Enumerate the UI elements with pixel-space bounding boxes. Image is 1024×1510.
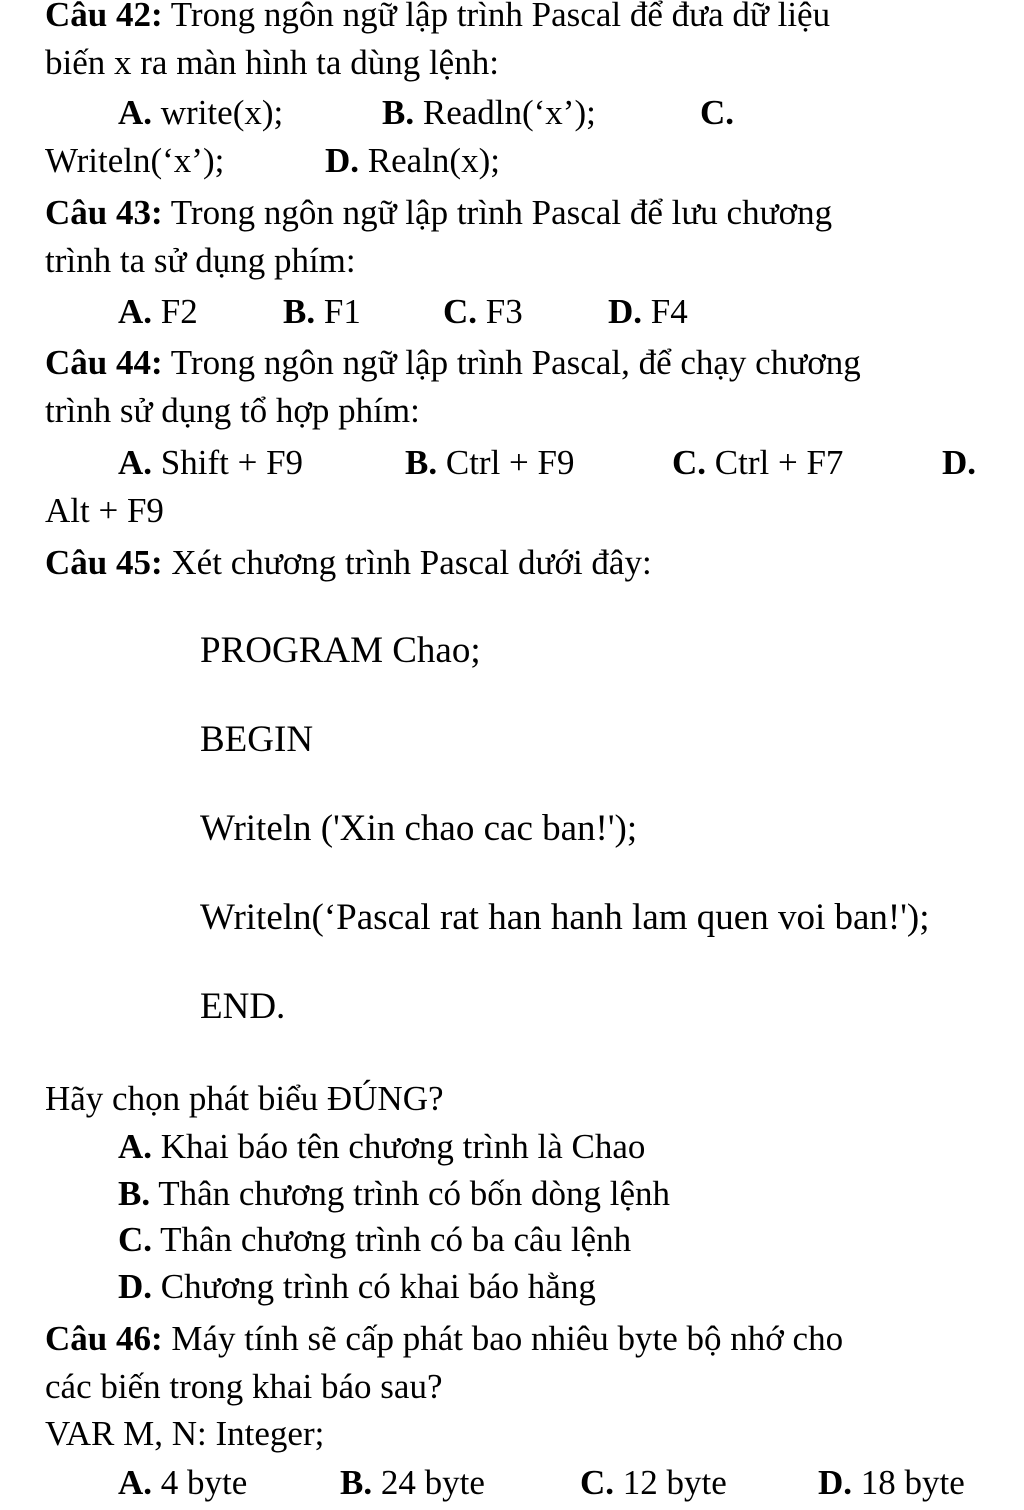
- question-43-stem-line1: Câu 43: Trong ngôn ngữ lập trình Pascal để lưu chương: [45, 193, 833, 232]
- question-46-option-a: A. 4 byte: [118, 1463, 248, 1502]
- question-44-label: Câu 44:: [45, 343, 163, 382]
- question-42-label: Câu 42:: [45, 0, 163, 34]
- question-44-stem-line2: trình sử dụng tổ hợp phím:: [45, 391, 420, 430]
- code-line: Writeln ('Xin chao cac ban!');: [200, 808, 638, 849]
- question-43-stem-line2: trình ta sử dụng phím:: [45, 241, 356, 280]
- question-43-option-d: D. F4: [608, 292, 688, 331]
- question-42-stem-line2: biến x ra màn hình ta dùng lệnh:: [45, 43, 499, 82]
- question-44-option-d-text: Alt + F9: [45, 491, 164, 530]
- question-43-option-c: C. F3: [443, 292, 523, 331]
- question-46-label: Câu 46:: [45, 1319, 163, 1358]
- question-46-declaration: VAR M, N: Integer;: [45, 1414, 325, 1453]
- question-46-option-b: B. 24 byte: [340, 1463, 485, 1502]
- question-42-text: Trong ngôn ngữ lập trình Pascal để đưa dữ liệu: [170, 0, 831, 34]
- question-46-stem-line2: các biến trong khai báo sau?: [45, 1367, 443, 1406]
- question-45-option-a: A. Khai báo tên chương trình là Chao: [118, 1127, 646, 1166]
- question-42-option-c-text: Writeln(‘x’);: [45, 141, 225, 180]
- question-43-option-b: B. F1: [283, 292, 361, 331]
- code-line: PROGRAM Chao;: [200, 630, 481, 671]
- question-42-option-d: D. Realn(x);: [325, 141, 500, 180]
- question-46-option-d: D. 18 byte: [818, 1463, 965, 1502]
- question-42-option-c-label: C.: [700, 93, 735, 132]
- question-46-option-c: C. 12 byte: [580, 1463, 727, 1502]
- question-43-option-a: A. F2: [118, 292, 198, 331]
- question-42-stem-line1: [45, 0, 830, 36]
- code-line: Writeln(‘Pascal rat han hanh lam quen voi ban!');: [200, 897, 930, 938]
- question-42-option-b: B. Readln(‘x’);: [382, 93, 596, 132]
- question-44-option-c: C. Ctrl + F7: [672, 443, 844, 482]
- question-44-option-b: B. Ctrl + F9: [405, 443, 575, 482]
- question-43-label: Câu 43:: [45, 193, 163, 232]
- code-line: BEGIN: [200, 719, 314, 760]
- question-42-option-a: A. write(x);: [118, 93, 284, 132]
- question-45-option-b: B. Thân chương trình có bốn dòng lệnh: [118, 1174, 671, 1213]
- question-44-option-a: A. Shift + F9: [118, 443, 304, 482]
- question-44-option-d-label: D.: [942, 443, 977, 482]
- question-46-stem-line1: Câu 46: Máy tính sẽ cấp phát bao nhiêu byte bộ nhớ cho: [45, 1319, 844, 1358]
- code-line: END.: [200, 986, 286, 1027]
- question-45-option-d: D. Chương trình có khai báo hằng: [118, 1267, 596, 1306]
- question-44-stem-line1: Câu 44: Trong ngôn ngữ lập trình Pascal, để chạy chương: [45, 343, 861, 382]
- question-45-stem: Câu 45: Xét chương trình Pascal dưới đây:: [45, 543, 652, 582]
- question-45-prompt: Hãy chọn phát biểu ĐÚNG?: [45, 1079, 444, 1118]
- question-45-option-c: C. Thân chương trình có ba câu lệnh: [118, 1220, 632, 1259]
- question-45-label: Câu 45:: [45, 543, 163, 582]
